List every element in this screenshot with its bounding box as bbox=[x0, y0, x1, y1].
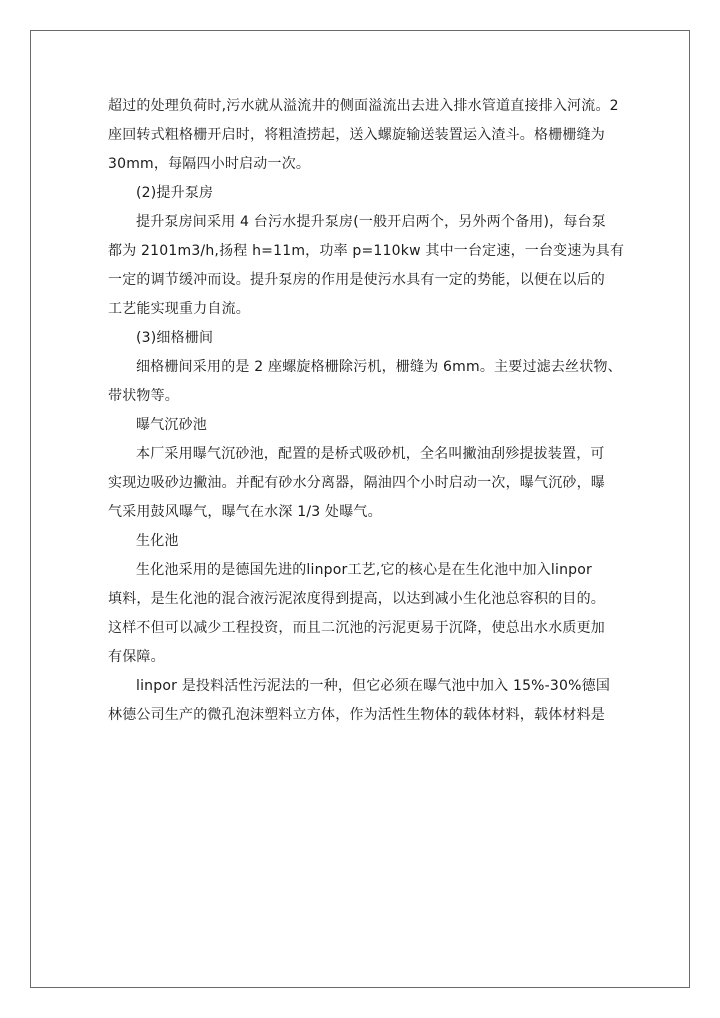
text-line: 这样不但可以减少工程投资，而且二沉池的污泥更易于沉降，使总出水水质更加 bbox=[108, 620, 605, 636]
text-line: 有保障。 bbox=[108, 649, 165, 665]
text-line: 超过的处理负荷时,污水就从溢流井的侧面溢流出去进入排水管道直接排入河流。2 bbox=[108, 98, 619, 114]
text-line: 实现边吸砂边撇油。并配有砂水分离器，隔油四个小时启动一次，曝气沉砂，曝 bbox=[108, 475, 605, 491]
text-line: 填料，是生化池的混合液污泥浓度得到提高，以达到减小生化池总容积的目的。 bbox=[108, 591, 605, 607]
section-heading-pump-room: (2)提升泵房 bbox=[136, 185, 214, 201]
text-line: 林德公司生产的微孔泡沫塑料立方体，作为活性生物体的载体材料，载体材料是 bbox=[108, 707, 605, 723]
section-heading-bio-tank: 生化池 bbox=[136, 533, 179, 549]
text-line: 工艺能实现重力自流。 bbox=[108, 301, 250, 317]
text-line: 带状物等。 bbox=[108, 388, 179, 404]
document-body bbox=[108, 92, 625, 730]
section-heading-fine-screen: (3)细格栅间 bbox=[136, 330, 214, 346]
text-line: 生化池采用的是德国先进的linpor工艺,它的核心是在生化池中加入linpor bbox=[136, 562, 592, 578]
text-line: 细格栅间采用的是 2 座螺旋格栅除污机，栅缝为 6mm。主要过滤去丝状物、 bbox=[136, 359, 622, 375]
text-line: 气采用鼓风曝气，曝气在水深 1/3 处曝气。 bbox=[108, 504, 382, 520]
text-line: 都为 2101m3/h,扬程 h=11m，功率 p=110kw 其中一台定速，一台变速为具有 bbox=[108, 243, 625, 259]
text-line: 一定的调节缓冲而设。提升泵房的作用是使污水具有一定的势能，以便在以后的 bbox=[108, 272, 605, 288]
text-line: 30mm，每隔四小时启动一次。 bbox=[108, 156, 311, 172]
text-line: 本厂采用曝气沉砂池，配置的是桥式吸砂机，全名叫撇油刮殄提拔装置，可 bbox=[136, 446, 605, 462]
text-line: 提升泵房间采用 4 台污水提升泵房(一般开启两个，另外两个备用)，每台泵 bbox=[136, 214, 606, 230]
text-line: 座回转式粗格栅开启时，将粗渣捞起，送入螺旋输送装置运入渣斗。格栅栅缝为 bbox=[108, 127, 605, 143]
text-line: linpor 是投料活性污泥法的一种，但它必须在曝气池中加入 15%-30%德国 bbox=[136, 678, 611, 694]
section-heading-grit-chamber: 曝气沉砂池 bbox=[136, 417, 207, 433]
